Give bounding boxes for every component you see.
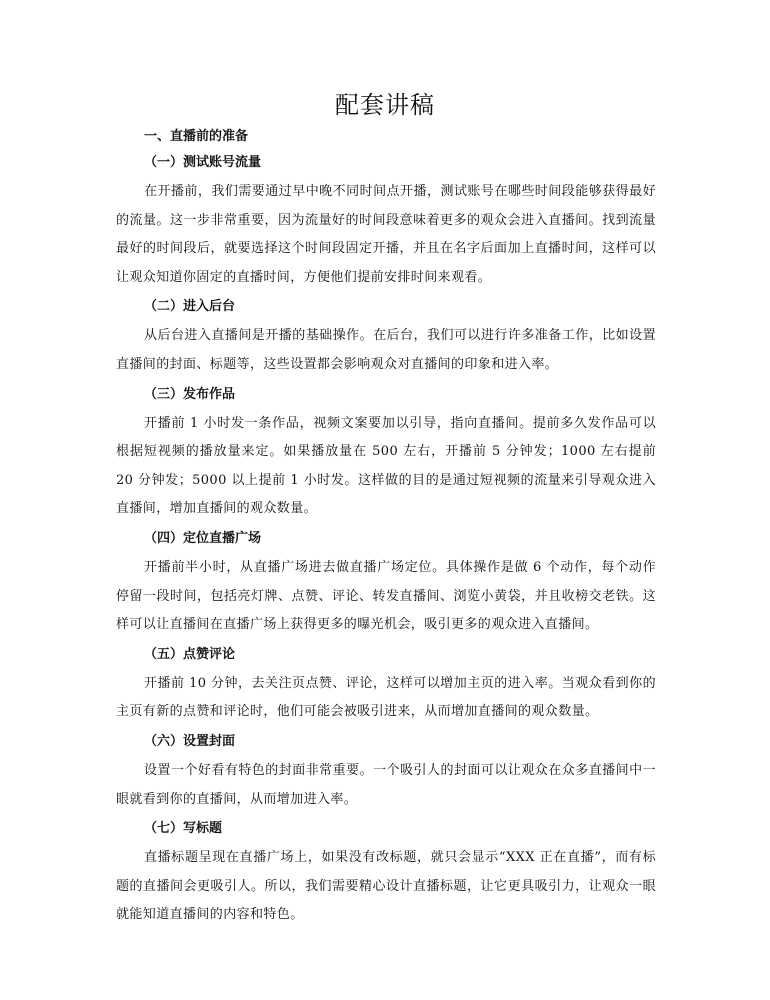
section-heading: （七）写标题 bbox=[144, 821, 223, 837]
section-3 bbox=[116, 386, 656, 524]
section-4 bbox=[116, 530, 656, 640]
section-heading: （二）进入后台 bbox=[144, 299, 236, 315]
section-paragraph: 从后台进入直播间是开播的基础操作。在后台，我们可以进行许多准备工作，比如设置直播间的封面、标题等，这些设置都会影响观众对直播间的印象和进入率。 bbox=[116, 328, 656, 372]
section-heading: （六）设置封面 bbox=[144, 733, 236, 749]
section-paragraph: 开播前 1 小时发一条作品，视频文案要加以引导，指向直播间。提前多久发作品可以根据短视频的播放量来定。如果播放量在 500 左右，开播前 5 分钟发；1000 左右提前 20 分钟发；5000 以上提前 1 小时发。这样做的目的是通过短视频的流量来引导观众进入直播间，增加直播间的观众数量。 bbox=[116, 415, 656, 517]
section-paragraph: 直播标题呈现在直播广场上，如果没有改标题，就只会显示“XXX 正在直播”，而有标题的直播间会更吸引人。所以，我们需要精心设计直播标题，让它更具吸引力，让观众一眼就能知道直播间的内容和特色。 bbox=[116, 850, 656, 923]
section-6 bbox=[116, 733, 656, 814]
section-heading: （四）定位直播广场 bbox=[144, 530, 262, 546]
section-2 bbox=[116, 298, 656, 379]
section-paragraph: 开播前 10 分钟，去关注页点赞、评论，这样可以增加主页的进入率。当观众看到你的主页有新的点赞和评论时，他们可能会被吸引进来，从而增加直播间的观众数量。 bbox=[116, 675, 656, 720]
section-heading: （一）测试账号流量 bbox=[144, 155, 262, 170]
section-paragraph: 设置一个好看有特色的封面非常重要。一个吸引人的封面可以让观众在众多直播间中一眼就看到你的直播间，从而增加进入率。 bbox=[116, 762, 656, 807]
document-title: 配套讲稿 bbox=[335, 91, 435, 119]
document-body bbox=[116, 128, 656, 936]
section-heading: （三）发布作品 bbox=[144, 386, 236, 402]
section-heading: （五）点赞评论 bbox=[144, 646, 236, 662]
section-paragraph: 开播前半小时，从直播广场进去做直播广场定位。具体操作是做 6 个动作，每个动作停留一段时间，包括亮灯牌、点赞、评论、转发直播间、浏览小黄袋，并且收榜交老铁。这样可以让直播间在直播广场上获得更多的曝光机会，吸引更多的观众进入直播间。 bbox=[116, 559, 656, 633]
part-heading: 一、直播前的准备 bbox=[144, 129, 249, 144]
section-1 bbox=[116, 154, 656, 292]
section-paragraph: 在开播前，我们需要通过早中晚不同时间点开播，测试账号在哪些时间段能够获得最好的流量。这一步非常重要，因为流量好的时间段意味着更多的观众会进入直播间。找到流量最好的时间段后，就要选择这个时间段固定开播，并且在名字后面加上直播时间，这样可以让观众知道你固定的直播时间，方便他们提前安排时间来观看。 bbox=[116, 184, 656, 285]
section-7 bbox=[116, 820, 656, 930]
section-5 bbox=[116, 646, 656, 727]
